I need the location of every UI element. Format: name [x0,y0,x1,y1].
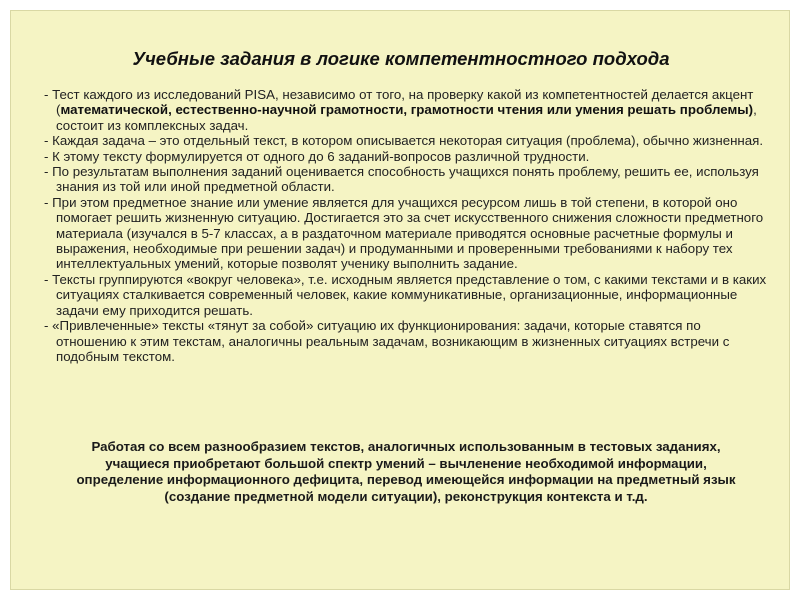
paragraph-results: - По результатам выполнения заданий оценивается способность учащихся понять проблему, решить ее, используя знания из той или иной предметной области. [44,164,759,195]
paragraph-subject-knowledge: - При этом предметное знание или умение является для учащихся ресурсом лишь в той степени, в которой оно помогает решить жизненную ситуацию. Достигается это за счет искусственного снижения сложности предметного материала (изучался в 5-7 классах, а в раздаточном материале приводятся основные расчетные формулы и выражения, необходимые при решении задач) и продуманными и проверенными требованиями к набору тех интеллектуальных умений, которые позволят ученику выполнить задание. [44,194,764,272]
paragraph-task-text: - Каждая задача – это отдельный текст, в котором описывается некоторая ситуация (проблема), обычно жизненная. [44,133,764,149]
slide-title: Учебные задания в логике компетентностного подхода [132,48,670,69]
paragraph-pisa-tests [44,87,769,133]
conclusion-text: Работая со всем разнообразием текстов, аналогичных использованным в тестовых заданиях, учащиеся приобретают большой спектр умений – вычленение необходимой информации, определение информационного дефицита, перевод имеющейся информации на предметный язык (создание предметной модели ситуации), реконструкция контекста и т.д. [76,439,736,504]
paragraph-text: , состоит из комплексных задач. [56,102,757,133]
slide-body [44,87,769,364]
paragraph-attracted-texts: - «Привлеченные» тексты «тянут за собой» ситуацию их функционирования: задачи, которые ставятся по отношению к этим текстам, аналогичны реальным задачам, возникающим в жизненных ситуациях встречи с подобным текстом. [44,318,730,364]
paragraph-questions: - К этому тексту формулируется от одного до 6 заданий-вопросов различной трудности. [44,148,590,164]
slide [10,10,790,590]
paragraph-text-grouping: - Тексты группируются «вокруг человека», т.е. исходным является представление о том, с какими текстами и в каких ситуациях сталкивается современный человек, какие коммуникативные, организационные, информационные задачи ему приходится решать. [44,271,767,318]
paragraph-text: - Тест каждого из исследований PISA, независимо от того, на проверку какой из компетентностей делается акцент ( [44,87,754,118]
emphasis-text: математической, естественно-научной грамотности, грамотности чтения или умения решать проблемы) [60,102,754,118]
